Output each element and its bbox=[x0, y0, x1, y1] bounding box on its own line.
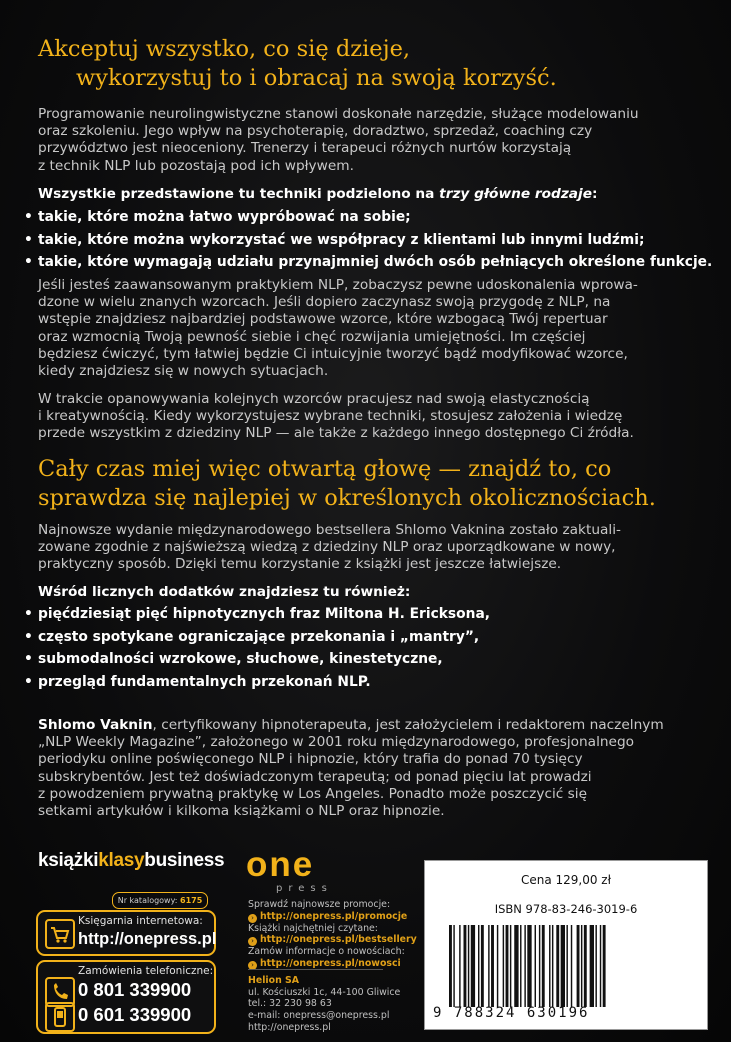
author-bio: Shlomo Vaknin, certyfikowany hipnoterapeuta, jest założycielem i redaktorem naczelnym „NLP Weekly Magazine”, założonego w 2001 roku międzynarodowego, profesjonalnego periodyku online poświęconego NLP i hipnozie, który trafia do ponad 70 tysięcy subskrybentów. Jest też doświadczonym terapeutą; od ponad pięciu lat prowadzi z powodzeniem prywatną praktykę w Los Angeles. Ponadto może poszczycić się setkami artykułów i kilkoma książkami o NLP oraz hipnozie. bbox=[38, 717, 664, 820]
publisher-address: Helion SA ul. Kościuszki 1c, 44-100 Gliwice tel.: 32 230 98 63 e-mail: onepress@onepress.pl http://onepress.pl bbox=[248, 975, 401, 1033]
extras-lead: Wśród licznych dodatków znajdziesz tu również: bbox=[38, 584, 411, 600]
list-item: • takie, które można wykorzystać we współpracy z klientami lub innymi ludźmi; bbox=[24, 229, 712, 252]
techniques-lead: Wszystkie przedstawione tu techniki podzielono na trzy główne rodzaje: bbox=[38, 186, 598, 202]
list-item: • przegląd fundamentalnych przekonań NLP. bbox=[24, 671, 490, 694]
intro-paragraph: Programowanie neurolingwistyczne stanowi doskonałe narzędzie, służące modelowaniu oraz szkoleniu. Jego wpływ na psychoterapię, doradztwo, sprzedaż, coaching czy przywództwo jest nieoceniony. Trenerzy i terapeuci różnych nurtów korzystają z technik NLP lub pozostają pod ich wpływem. bbox=[38, 106, 639, 174]
bookstore-box[interactable]: Księgarnia internetowa: http://onepress.pl bbox=[36, 910, 216, 956]
promo-link[interactable]: http://onepress.pl/promocje bbox=[260, 910, 408, 922]
heading-accept: Akceptuj wszystko, co się dzieje, wykorzystuj to i obracaj na swoją korzyść. bbox=[38, 36, 557, 91]
techniques-list bbox=[24, 206, 712, 274]
list-item: • pięćdziesiąt pięć hipnotycznych fraz Miltona H. Ericksona, bbox=[24, 603, 490, 626]
arrow-icon: › bbox=[248, 961, 257, 970]
price-barcode-box bbox=[424, 860, 708, 1030]
barcode-digits: 9 788324 630196 bbox=[433, 1005, 590, 1021]
arrow-icon: › bbox=[248, 937, 257, 946]
mobile-phone-icon bbox=[45, 1002, 75, 1032]
series-logo: książkiklasybusiness bbox=[38, 850, 225, 871]
creativity-paragraph: W trakcie opanowywania kolejnych wzorców pracujesz nad swoją elastycznością i kreatywnością. Kiedy wykorzystujesz wybrane techniki, stosujesz założenia i wiedzę przede wszystkim z dziedziny NLP — ale także z każdego innego dostępnego Ci źródła. bbox=[38, 391, 634, 442]
publisher-links: Sprawdź najnowsze promocje: › http://onepress.pl/promocje Książki najchętniej czytane: › http://onepress.pl/bestsellery Zamów informacje o nowościach: › http://onepress.pl/nowosci bbox=[248, 899, 417, 970]
price: Cena 129,00 zł bbox=[520, 873, 612, 887]
heading-open-mind: Cały czas miej więc otwartą głowę — znajdź to, co sprawdza się najlepiej w określonych okolicznościach. bbox=[38, 456, 656, 511]
arrow-icon: › bbox=[248, 914, 257, 923]
author-name: Shlomo Vaknin bbox=[38, 717, 153, 733]
news-link[interactable]: http://onepress.pl/nowosci bbox=[260, 958, 401, 970]
catalog-number: Nr katalogowy: 6175 bbox=[112, 892, 208, 909]
onepress-logo: one bbox=[246, 845, 315, 884]
divider bbox=[248, 969, 383, 970]
barcode bbox=[445, 925, 685, 1007]
bookstore-link[interactable]: http://onepress.pl bbox=[78, 930, 217, 948]
press-label: press bbox=[276, 883, 333, 894]
bestsellers-link[interactable]: http://onepress.pl/bestsellery bbox=[260, 934, 417, 946]
advanced-paragraph: Jeśli jesteś zaawansowanym praktykiem NLP, zobaczysz pewne udoskonalenia wprowa- dzone w wielu znanych wzorcach. Jeśli dopiero zaczynasz swoją przygodę z NLP, na wstępie znajdziesz najbardziej podstawowe wzorce, które wzbogacą Twój repertuar oraz wzmocnią Twoją pewność siebie i chęć rozwijania umiejętności. Im częściej będziesz ćwiczyć, tym łatwiej będzie Ci intuicyjnie tworzyć bądź modyfikować wzorce, kiedy znajdziesz się w nowych sytuacjach. bbox=[38, 277, 638, 380]
list-item: • takie, które można łatwo wypróbować na sobie; bbox=[24, 206, 712, 229]
list-item: • submodalności wzrokowe, słuchowe, kinestetyczne, bbox=[24, 648, 490, 671]
edition-paragraph: Najnowsze wydanie międzynarodowego bestsellera Shlomo Vaknina zostało zaktuali- zowane zgodnie z najświeższą wiedzą z dziedziny NLP oraz uporządkowane w nowy, praktyczny sposób. Dzięki temu korzystanie z książki jest jeszcze łatwiejsze. bbox=[38, 522, 621, 573]
list-item: • takie, które wymagają udziału przynajmniej dwóch osób pełniących określone funkcje. bbox=[24, 251, 712, 274]
extras-list bbox=[24, 603, 490, 693]
phone-number-2[interactable]: 0 601 339900 bbox=[78, 1004, 192, 1025]
phone-orders-box: Zamówienia telefoniczne: 0 801 339900 0 601 339900 bbox=[36, 960, 216, 1034]
isbn: ISBN 978-83-246-3019-6 bbox=[494, 902, 638, 916]
phone-number-1[interactable]: 0 801 339900 bbox=[78, 979, 192, 1000]
cart-icon bbox=[45, 919, 75, 949]
list-item: • często spotykane ograniczające przekonania i „mantry”, bbox=[24, 626, 490, 649]
